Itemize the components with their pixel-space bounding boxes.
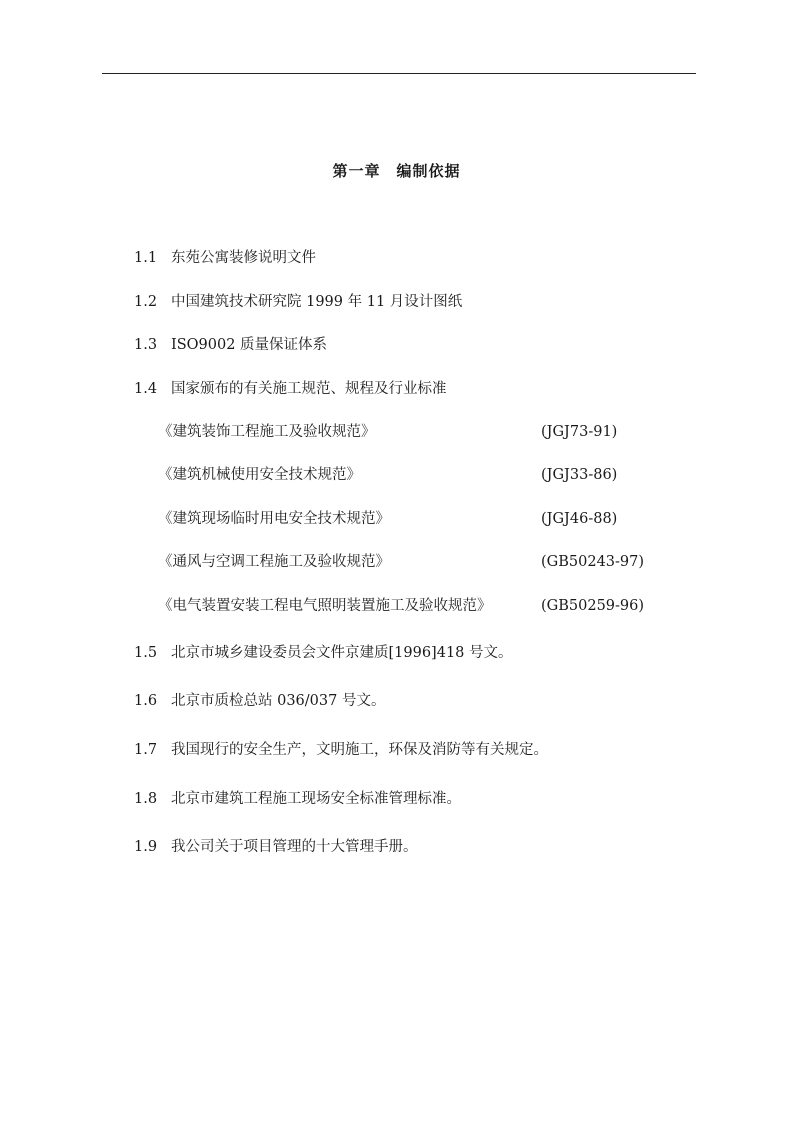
item-text: ISO9002 质量保证体系 — [171, 337, 328, 353]
standard-code: (GB50243-97) — [541, 554, 645, 570]
item-text: 北京市质检总站 036/037 号文。 — [171, 693, 386, 709]
item-text: 东苑公寓装修说明文件 — [171, 250, 316, 266]
chapter-title: 第一章 编制依据 — [332, 162, 461, 180]
header-rule — [102, 73, 696, 74]
standard-title: 《建筑现场临时用电安全技术规范》 — [158, 511, 390, 527]
list-item — [134, 379, 447, 399]
standard-code: (JGJ46-88) — [541, 511, 618, 527]
item-text: 北京市建筑工程施工现场安全标准管理标准。 — [171, 791, 461, 807]
item-text: 北京市城乡建设委员会文件京建质[1996]418 号文。 — [171, 645, 513, 661]
list-item — [134, 740, 548, 760]
item-number: 1.1 — [134, 250, 158, 266]
list-item — [134, 643, 513, 663]
item-number: 1.3 — [134, 337, 158, 353]
list-item — [134, 292, 462, 312]
list-item — [134, 789, 461, 809]
standard-title: 《通风与空调工程施工及验收规范》 — [158, 554, 390, 570]
standard-code: (JGJ73-91) — [541, 424, 618, 440]
item-number: 1.2 — [134, 294, 158, 310]
standard-title: 《建筑机械使用安全技术规范》 — [158, 467, 361, 483]
item-number: 1.5 — [134, 645, 158, 661]
item-number: 1.7 — [134, 742, 158, 758]
item-number: 1.6 — [134, 693, 158, 709]
item-number: 1.9 — [134, 839, 158, 855]
item-text: 中国建筑技术研究院 1999 年 11 月设计图纸 — [171, 294, 463, 310]
list-item — [134, 248, 316, 268]
standard-code: (JGJ33-86) — [541, 467, 618, 483]
list-item — [134, 691, 385, 711]
standard-title: 《电气装置安装工程电气照明装置施工及验收规范》 — [158, 598, 492, 614]
standard-code: (GB50259-96) — [541, 598, 645, 614]
list-item — [134, 335, 327, 355]
item-number: 1.8 — [134, 791, 158, 807]
item-number: 1.4 — [134, 381, 158, 397]
item-text: 国家颁布的有关施工规范、规程及行业标准 — [171, 381, 447, 397]
item-text: 我国现行的安全生产，文明施工，环保及消防等有关规定。 — [171, 742, 548, 758]
item-text: 我公司关于项目管理的十大管理手册。 — [171, 839, 418, 855]
list-item — [134, 837, 418, 857]
standard-title: 《建筑装饰工程施工及验收规范》 — [158, 424, 376, 440]
